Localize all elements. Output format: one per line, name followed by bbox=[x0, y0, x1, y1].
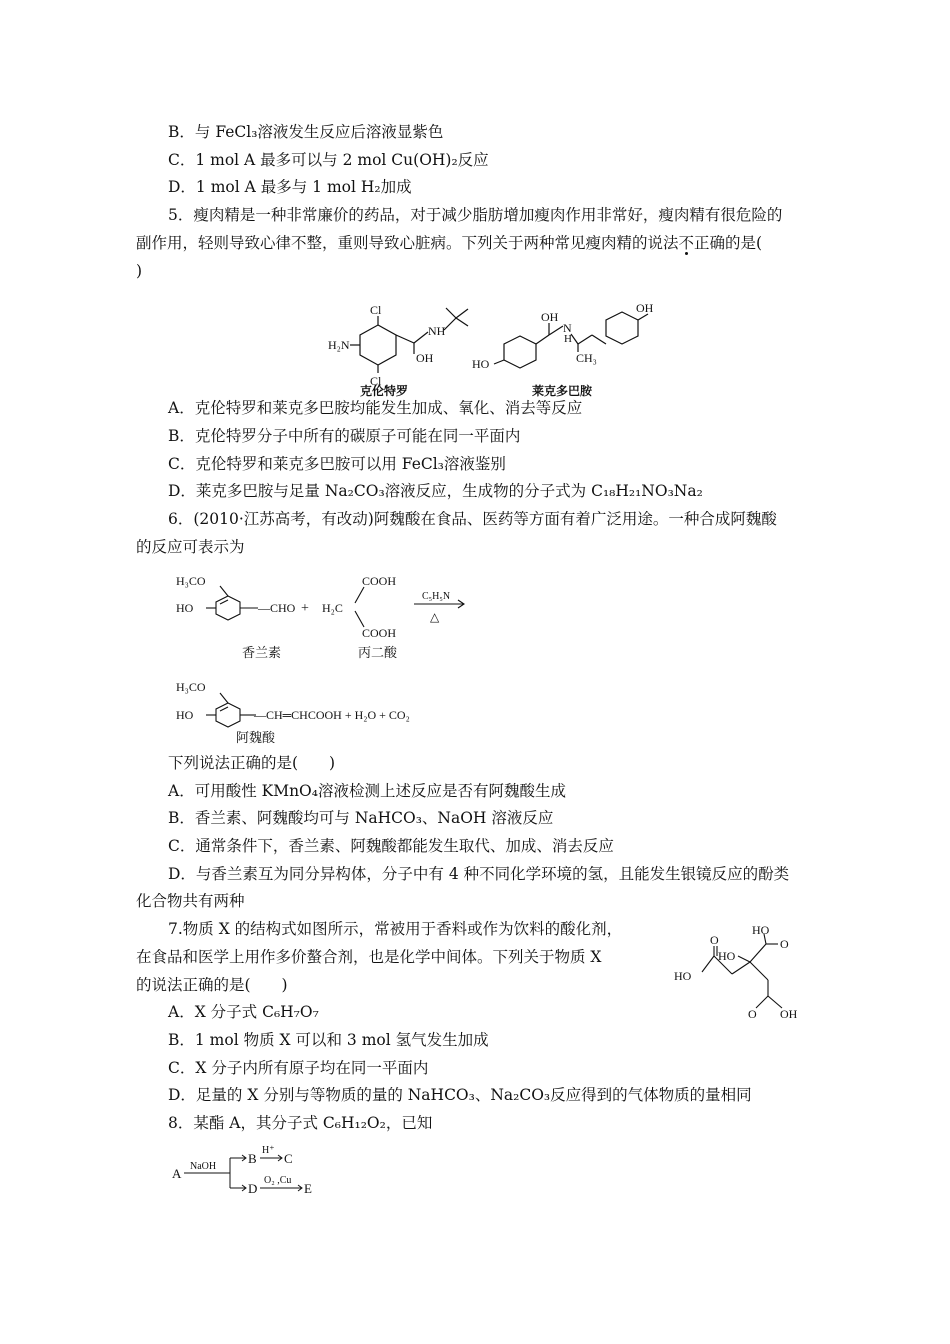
q6-option-d-line2: 化合物共有两种 bbox=[136, 892, 245, 910]
scheme-b: B bbox=[248, 1151, 257, 1166]
citric-acid-structure bbox=[668, 922, 818, 1027]
q7-stem-line3: 的说法正确的是( ) bbox=[136, 976, 288, 994]
ractopamine-name: 莱克多巴胺 bbox=[532, 384, 593, 398]
q5-option-a: A．克伦特罗和莱克多巴胺均能发生加成、氧化、消去等反应 bbox=[168, 399, 583, 417]
q8-stem: 8．某酯 A，其分子式 C₆H₁₂O₂，已知 bbox=[168, 1114, 433, 1132]
q5-option-d: D．莱克多巴胺与足量 Na₂CO₃溶液反应，生成物的分子式为 C₁₈H₂₁NO₃Na₂ bbox=[168, 482, 703, 500]
citric-oh-bottom: OH bbox=[780, 1007, 798, 1021]
ch3-label: CH₃ bbox=[576, 351, 597, 365]
ho-product-label: HO bbox=[176, 708, 194, 722]
oh-top-label: OH bbox=[541, 310, 559, 324]
clenbuterol-name: 克伦特罗 bbox=[360, 384, 409, 398]
scheme-c: C bbox=[284, 1151, 293, 1166]
scheme-a: A bbox=[172, 1166, 182, 1181]
q6-stem-line1: 6．(2010·江苏高考，有改动)阿魏酸在食品、医药等方面有着广泛用途。一种合成阿魏酸 bbox=[168, 510, 777, 528]
oh-label: OH bbox=[416, 351, 434, 365]
q7-stem-line2: 在食品和医学上用作多价螯合剂，也是化学中间体。下列关于物质 X bbox=[136, 948, 602, 966]
h-label: H bbox=[564, 333, 572, 345]
nh-label: NH bbox=[428, 324, 446, 338]
citric-o-bottom: O bbox=[748, 1007, 757, 1021]
q4-option-b: B．与 FeCl₃溶液发生反应后溶液显紫色 bbox=[168, 123, 444, 141]
citric-ho-left: HO bbox=[674, 969, 692, 983]
citric-o-left: O bbox=[710, 933, 719, 947]
cl-top-label: Cl bbox=[370, 303, 382, 317]
q7-option-b: B．1 mol 物质 X 可以和 3 mol 氢气发生加成 bbox=[168, 1031, 489, 1049]
q5-stem-line1: 5．瘦肉精是一种非常廉价的药品，对于减少脂肪增加瘦肉作用非常好，瘦肉精有很危险的 bbox=[168, 206, 783, 224]
q5-option-b: B．克伦特罗分子中所有的碳原子可能在同一平面内 bbox=[168, 427, 521, 445]
q6-question: 下列说法正确的是( ) bbox=[168, 754, 336, 772]
n-label: N bbox=[563, 321, 572, 335]
citric-o-top: O bbox=[780, 937, 789, 951]
malonic-acid-name: 丙二酸 bbox=[358, 646, 398, 661]
q8-scheme-figure bbox=[170, 1142, 330, 1202]
q4-option-c: C．1 mol A 最多可以与 2 mol Cu(OH)₂反应 bbox=[168, 151, 489, 169]
ho-left-label: HO bbox=[472, 357, 490, 371]
plus-sign: + bbox=[301, 601, 309, 616]
ho-label: HO bbox=[176, 601, 194, 615]
scheme-h-plus: H⁺ bbox=[262, 1145, 275, 1156]
ferulic-acid-name: 阿魏酸 bbox=[236, 731, 276, 746]
q6-option-c: C．通常条件下，香兰素、阿魏酸都能发生取代、加成、消去反应 bbox=[168, 837, 614, 855]
vanillin-name: 香兰素 bbox=[242, 646, 282, 661]
q4-option-d: D．1 mol A 最多与 1 mol H₂加成 bbox=[168, 178, 412, 196]
q7-option-c: C．X 分子内所有原子均在同一平面内 bbox=[168, 1059, 429, 1077]
scheme-d: D bbox=[248, 1181, 258, 1196]
h2n-label: H₂N bbox=[328, 338, 350, 352]
heat-symbol: △ bbox=[430, 610, 440, 624]
q7-option-a: A．X 分子式 C₆H₇O₇ bbox=[168, 1003, 319, 1021]
scheme-o2-cu: O₂ ,Cu bbox=[264, 1175, 292, 1186]
q5-stem-line2: 副作用，轻则导致心律不整，重则导致心脏病。下列关于两种常见瘦肉精的说法不正确的是( bbox=[136, 234, 763, 252]
q6-reaction-figure bbox=[170, 565, 470, 745]
product-chain-label: —CH═CHCOOH + H₂O + CO₂ bbox=[254, 708, 410, 722]
q7-stem-line1: 7.物质 X 的结构式如图所示，常被用于香料或作为饮料的酸化剂， bbox=[168, 920, 623, 938]
h2c-label: H₂C bbox=[322, 601, 343, 615]
q6-option-a: A．可用酸性 KMnO₄溶液检测上述反应是否有阿魏酸生成 bbox=[168, 782, 566, 800]
q7-option-d: D．足量的 X 分别与等物质的量的 NaHCO₃、Na₂CO₃反应得到的气体物质的量相同 bbox=[168, 1086, 752, 1104]
emphasis-dot: 不 bbox=[678, 234, 695, 252]
h3co-label: H₃CO bbox=[176, 574, 206, 588]
q6-option-d-line1: D．与香兰素互为同分异构体，分子中有 4 种不同化学环境的氢，且能发生银镜反应的酚类 bbox=[168, 865, 790, 883]
cl-bottom-label: Cl bbox=[370, 374, 382, 388]
q5-stem-line3: ) bbox=[136, 262, 143, 280]
h3co-product-label: H₃CO bbox=[176, 680, 206, 694]
q5-option-c: C．克伦特罗和莱克多巴胺可以用 FeCl₃溶液鉴别 bbox=[168, 455, 506, 473]
cooh-bottom-label: COOH bbox=[362, 626, 397, 640]
citric-ho-top: HO bbox=[752, 923, 770, 937]
cooh-top-label: COOH bbox=[362, 574, 397, 588]
q5-structures-figure bbox=[320, 292, 680, 397]
citric-ho-mid: HO bbox=[718, 949, 736, 963]
q6-option-b: B．香兰素、阿魏酸均可与 NaHCO₃、NaOH 溶液反应 bbox=[168, 809, 554, 827]
scheme-e: E bbox=[304, 1181, 312, 1196]
oh-right-label: OH bbox=[636, 301, 654, 315]
q6-stem-line2: 的反应可表示为 bbox=[136, 538, 245, 556]
scheme-naoh: NaOH bbox=[190, 1161, 217, 1172]
reagent-label: C₅H₅N bbox=[422, 591, 451, 602]
cho-label: —CHO bbox=[258, 601, 296, 615]
